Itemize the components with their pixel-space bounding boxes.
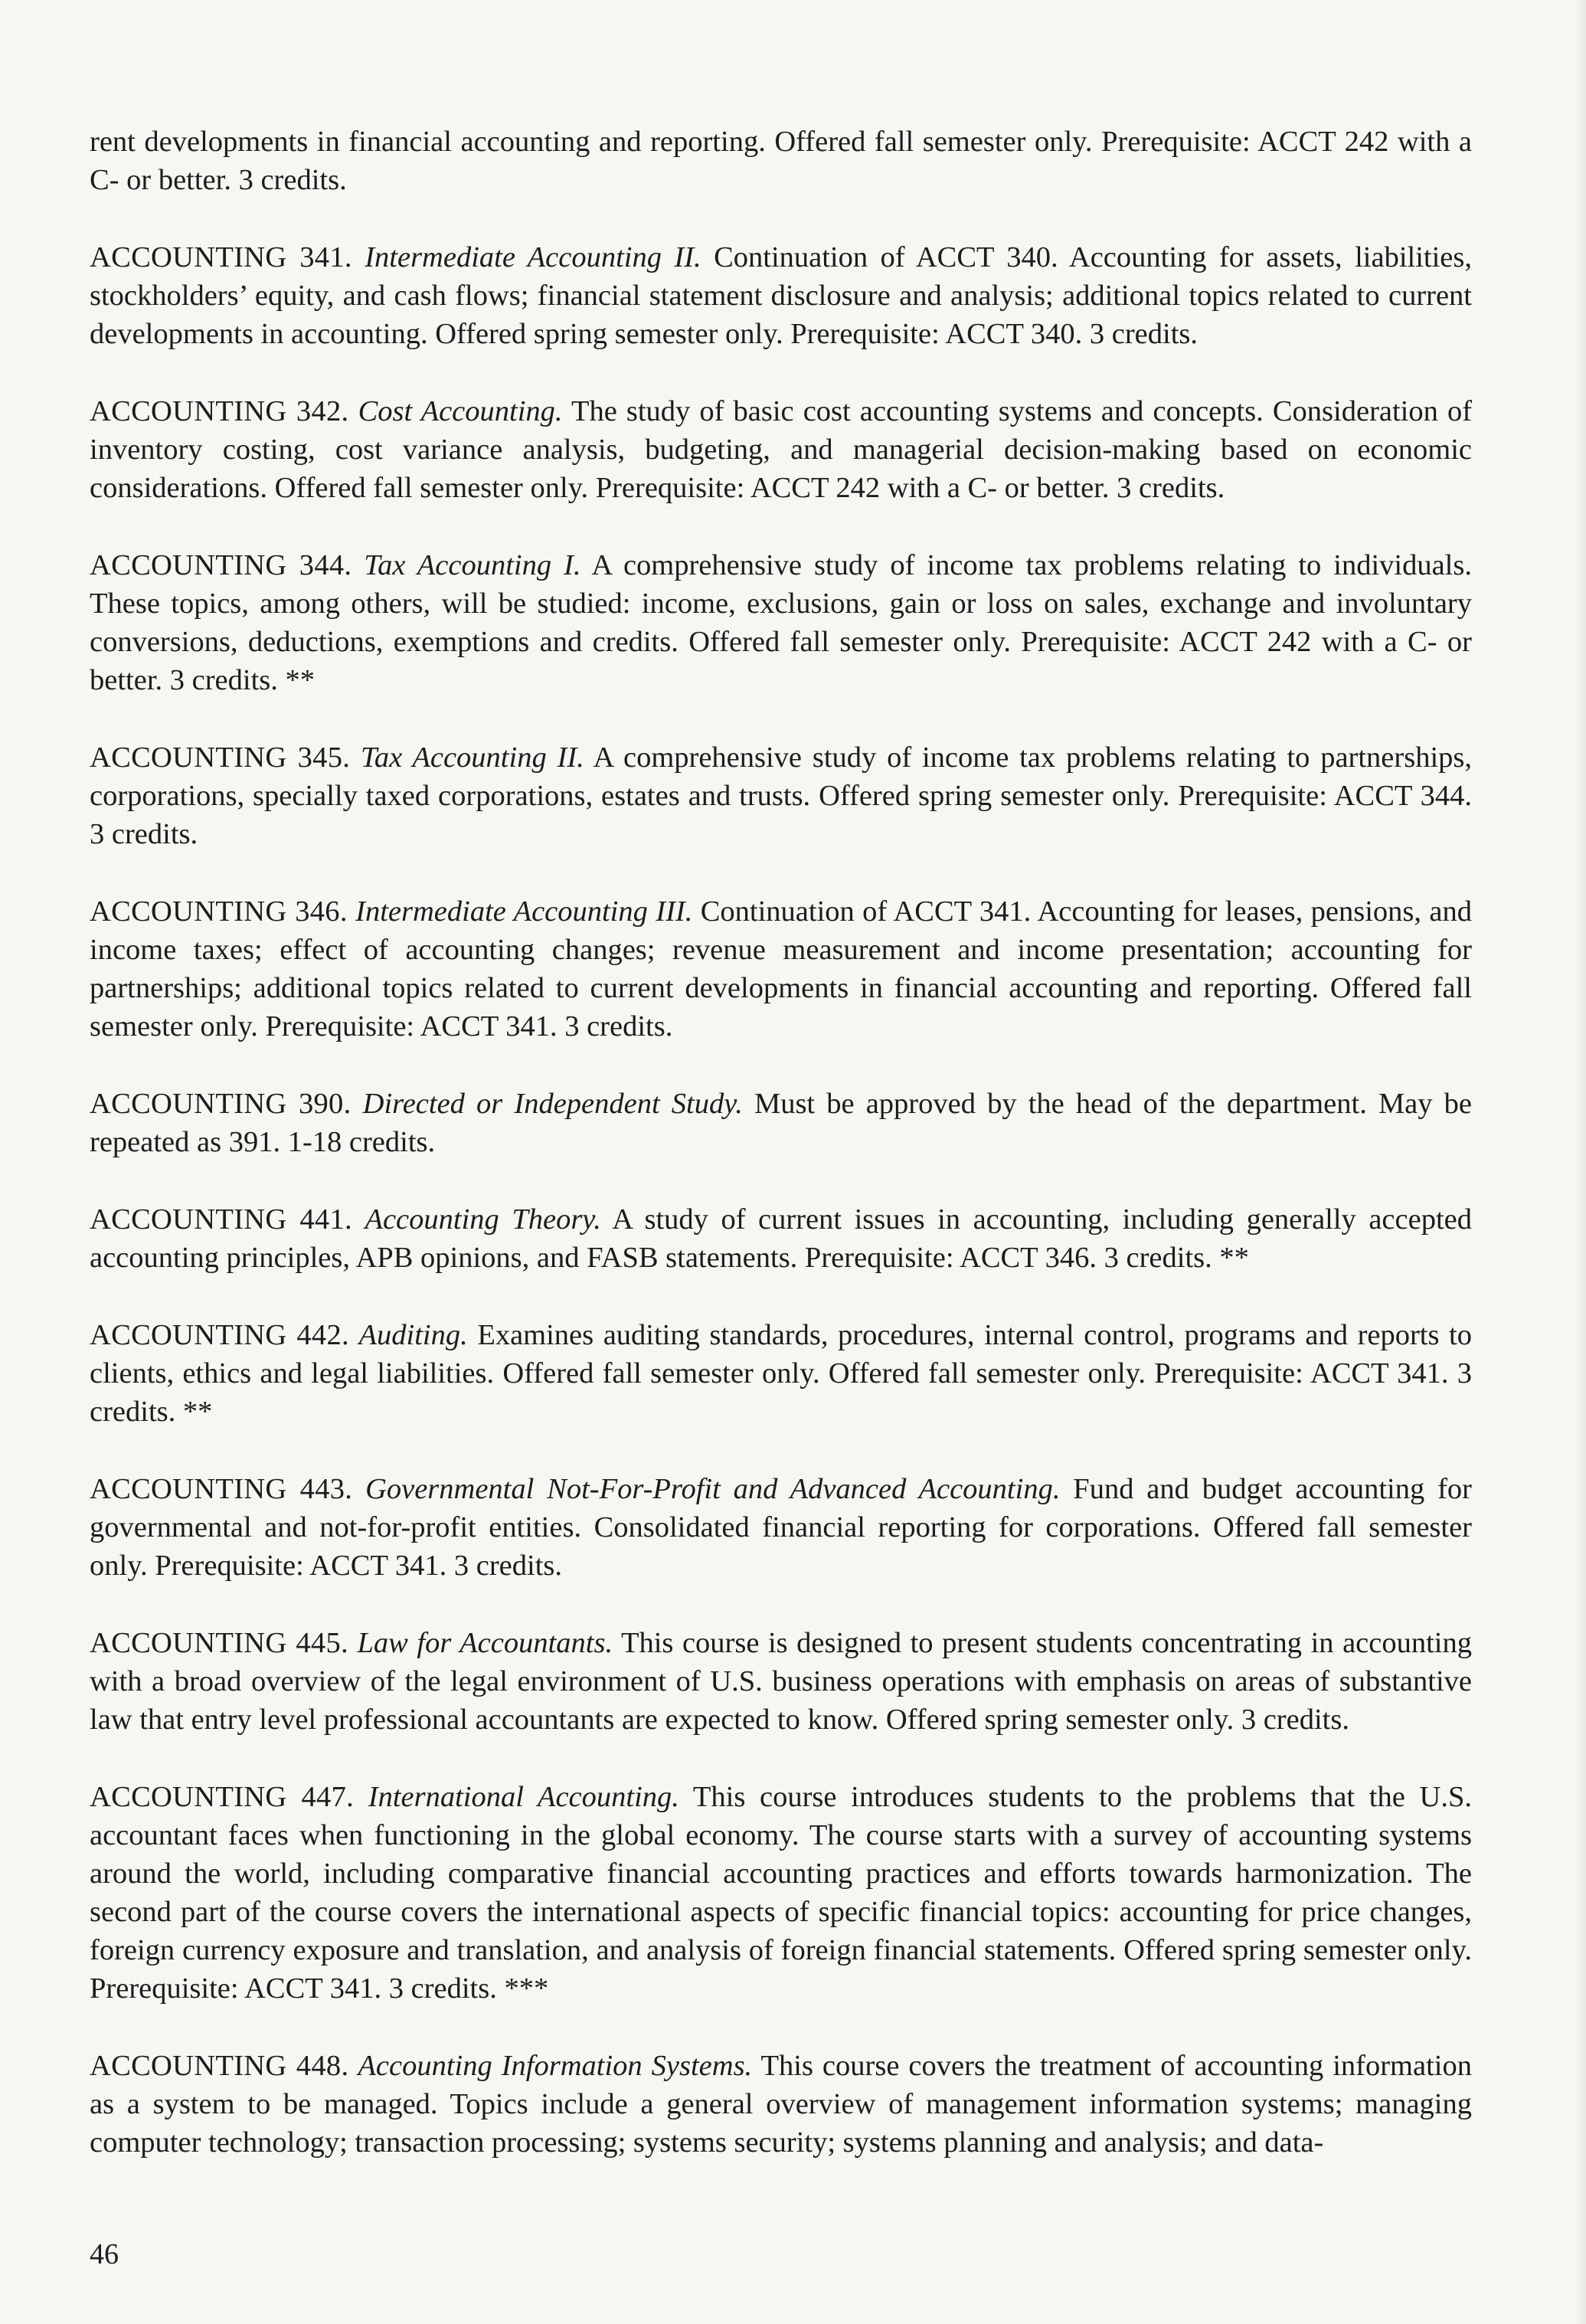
course-code: ACCOUNTING 346. [90,895,348,928]
course-code: ACCOUNTING 390. [90,1088,352,1120]
course-entry-acct-441 [90,1200,1472,1277]
course-description: The study of basic cost accounting systems and concepts. Consideration of inventory costing, cost variance analysis, budgeting, and managerial decision-making based on economic considerations. Offered fall semester only. Prerequisite: ACCT 242 with a C- or better. 3 credits. [90,395,1473,504]
course-entry-acct-390 [90,1085,1472,1161]
course-code: ACCOUNTING 445. [90,1627,348,1659]
course-description: Examines auditing standards, procedures, internal control, programs and reports to clients, ethics and legal liabilities. Offered fall semester only. Offered fall semester only. Prerequisite: ACCT 341. 3 credits. ** [90,1319,1472,1428]
course-title: Cost Accounting. [358,395,563,427]
course-title: Directed or Independent Study. [362,1088,743,1120]
course-title: Auditing. [358,1319,468,1351]
course-title: Intermediate Accounting III. [355,895,693,928]
course-entry-acct-341 [90,238,1472,353]
course-title: Tax Accounting II. [361,741,584,774]
course-description: A comprehensive study of income tax problems relating to partnerships, corporations, specially taxed corporations, estates and trusts. Offered spring semester only. Prerequisite: ACCT 344. 3 credits. [90,741,1472,850]
course-code: ACCOUNTING 342. [90,395,349,427]
course-code: ACCOUNTING 442. [90,1319,349,1351]
course-code: ACCOUNTING 341. [90,241,352,273]
course-description: A comprehensive study of income tax problems relating to individuals. These topics, among others, will be studied: income, exclusions, gain or loss on sales, exchange and involuntary conversions, deductions, exemptions and credits. Offered fall semester only. Prerequisite: ACCT 242 with a C- or better. 3 credits. ** [90,549,1472,696]
course-entry-acct-344 [90,546,1472,699]
course-description: This course is designed to present students concentrating in accounting with a broad overview of the legal environment of U.S. business operations with emphasis on areas of substantive law that entry level professional accountants are expected to know. Offered spring semester only. 3 credits. [90,1627,1472,1736]
course-description: Continuation of ACCT 341. Accounting for leases, pensions, and income taxes; effect of accounting changes; revenue measurement and income presentation; accounting for partnerships; additional topics related to current developments in financial accounting and reporting. Offered fall semester only. Prerequisite: ACCT 341. 3 credits. [90,895,1472,1043]
course-title: Governmental Not-For-Profit and Advanced Accounting. [365,1473,1061,1505]
course-title: Accounting Information Systems. [358,2050,753,2082]
course-description: This course introduces students to the problems that the U.S. accountant faces when functioning in the global economy. The course starts with a survey of accounting systems around the world, including comparative financial accounting practices and efforts towards harmonization. The second part of the course covers the international aspects of specific financial topics: accounting for price changes, foreign currency exposure and translation, and analysis of foreign financial statements. Offered spring semester only. Prerequisite: ACCT 341. 3 credits. *** [90,1781,1472,2005]
course-entry-acct-442 [90,1316,1472,1431]
course-description: A study of current issues in accounting, including generally accepted accounting principles, APB opinions, and FASB statements. Prerequisite: ACCT 346. 3 credits. ** [90,1203,1472,1274]
course-code: ACCOUNTING 443. [90,1473,353,1505]
course-description: Continuation of ACCT 340. Accounting for assets, liabilities, stockholders’ equity, and cash flows; financial statement disclosure and analysis; additional topics related to current developments in accounting. Offered spring semester only. Prerequisite: ACCT 340. 3 credits. [90,241,1473,350]
course-entry-acct-445 [90,1624,1472,1739]
intro-paragraph: rent developments in financial accounting and reporting. Offered fall semester only. Prerequisite: ACCT 242 with a C- or better. 3 credits. [90,126,1472,196]
course-title: Accounting Theory. [365,1203,601,1236]
course-title: International Accounting. [368,1781,679,1813]
course-entry-acct-443 [90,1470,1472,1585]
catalog-page [90,123,1472,2201]
course-description: This course covers the treatment of accounting information as a system to be managed. Topics include a general overview of management information systems; managing computer technology; transaction processing; systems security; systems planning and analysis; and data- [90,2050,1472,2159]
course-code: ACCOUNTING 448. [90,2050,349,2082]
page-number: 46 [90,2238,119,2270]
course-code: ACCOUNTING 447. [90,1781,355,1813]
course-entry-acct-346 [90,892,1472,1046]
course-code: ACCOUNTING 344. [90,549,352,581]
course-code: ACCOUNTING 345. [90,741,351,774]
course-title: Tax Accounting I. [364,549,581,581]
course-description: Must be approved by the head of the department. May be repeated as 391. 1-18 credits. [90,1088,1472,1158]
course-title: Intermediate Accounting II. [365,241,701,273]
course-title: Law for Accountants. [357,1627,613,1659]
course-description: Fund and budget accounting for governmental and not-for-profit entities. Consolidated financial reporting for corporations. Offered fall semester only. Prerequisite: ACCT 341. 3 credits. [90,1473,1472,1582]
course-entry-acct-342 [90,392,1472,507]
course-entry-acct-447 [90,1778,1472,2008]
course-entry-acct-448 [90,2047,1472,2162]
scan-edge-shadow [1575,0,1586,2324]
course-code: ACCOUNTING 441. [90,1203,352,1236]
course-entry-acct-345 [90,738,1472,853]
